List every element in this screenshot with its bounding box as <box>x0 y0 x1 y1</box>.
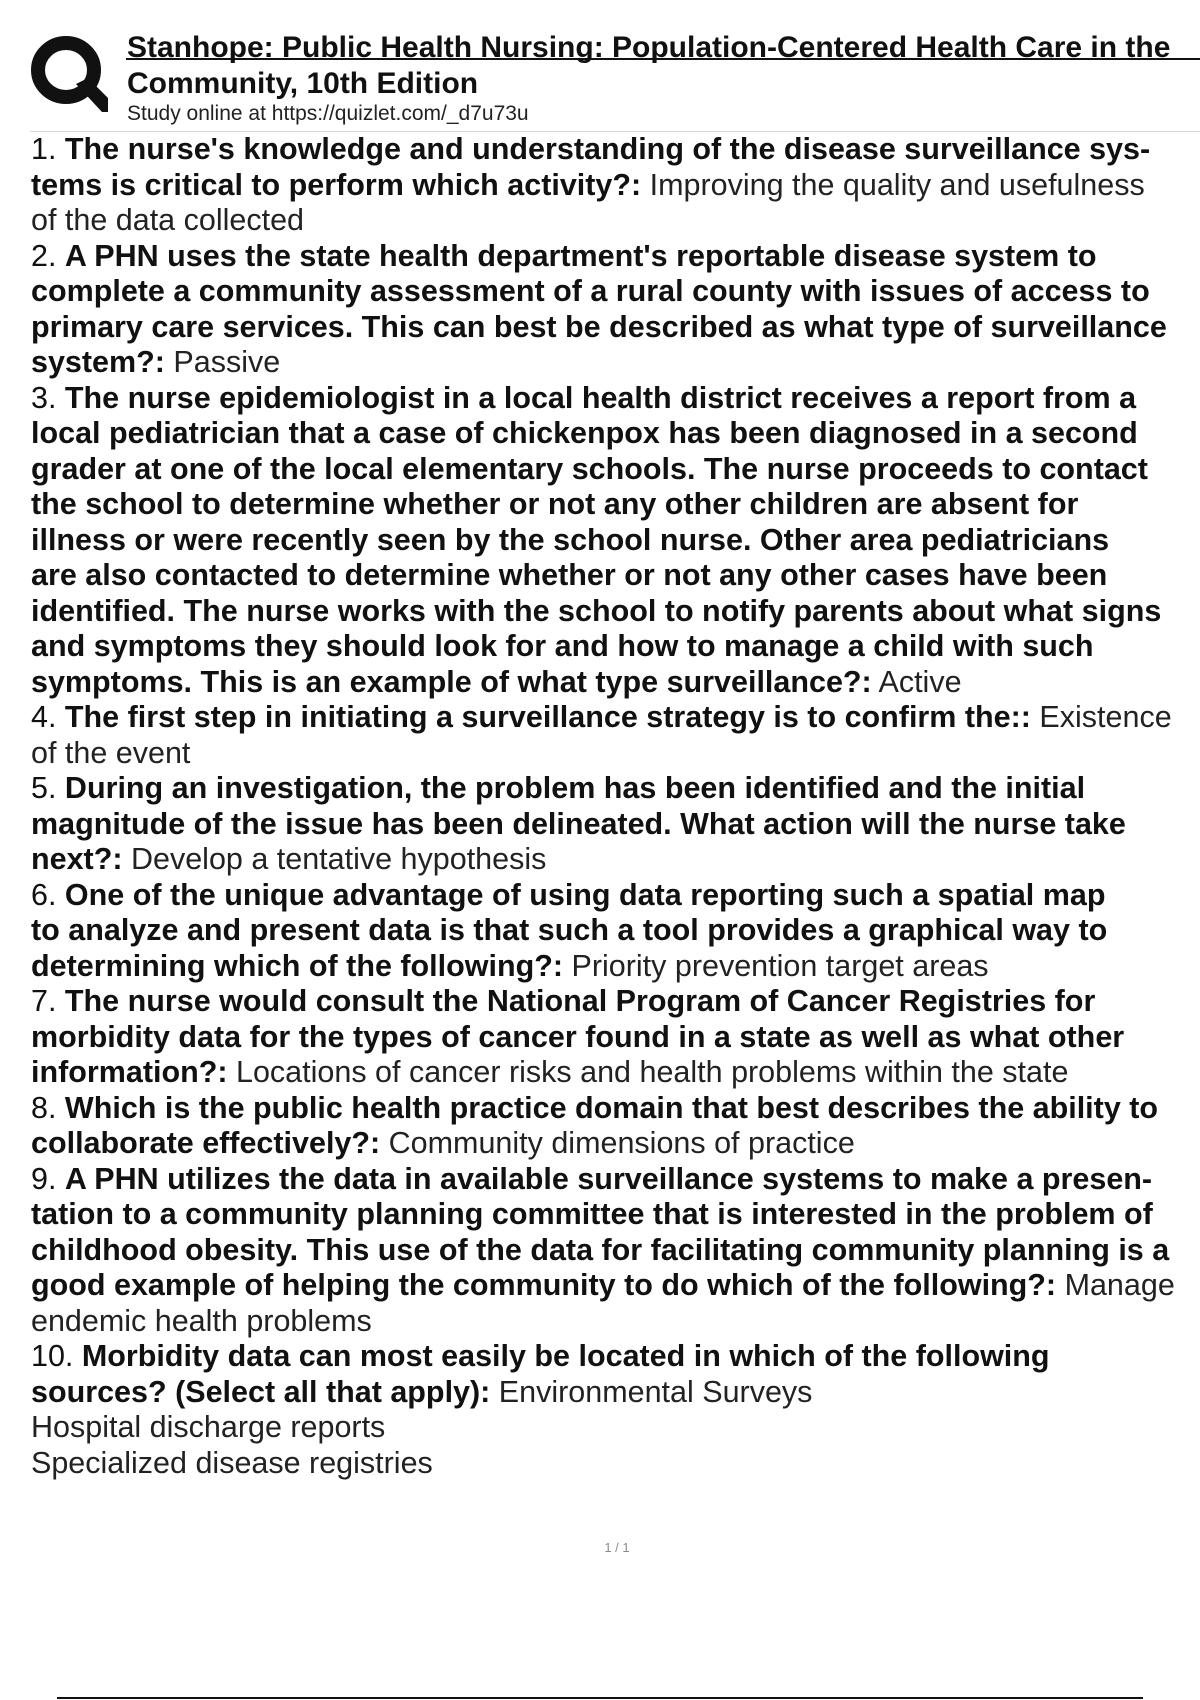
question-line <box>31 558 1200 594</box>
bottom-divider <box>57 1697 1143 1699</box>
question-text: The nurse's knowledge and understanding of the disease surveillance sys- <box>64 132 1151 166</box>
question-number: 8. <box>31 1090 57 1125</box>
answer-text: Existence <box>1030 700 1172 734</box>
question-line <box>31 594 1200 630</box>
question-line <box>31 1375 1200 1411</box>
answer-text: Develop a tentative hypothesis <box>122 842 547 876</box>
answer-text: endemic health problems <box>31 1303 372 1338</box>
question-line <box>31 700 1200 736</box>
question-line <box>31 239 1200 275</box>
question-line <box>31 1268 1200 1304</box>
question-text: The nurse epidemiologist in a local health district receives a report from a <box>64 380 1137 415</box>
title-line-2: Community, 10th Edition <box>127 67 479 100</box>
study-online-prefix: Study online at <box>127 102 266 125</box>
answer-text: Priority prevention target areas <box>563 948 989 983</box>
question-line <box>31 771 1200 807</box>
question-text: A PHN utilizes the data in available surveillance systems to make a presen- <box>64 1161 1153 1196</box>
question-text: During an investigation, the problem has been identified and the initial <box>64 771 1086 805</box>
question-line <box>31 345 1200 381</box>
answer-text: Locations of cancer risks and health problems within the state <box>227 1055 1069 1089</box>
question-text: Which is the public health practice domain that best describes the ability to <box>64 1090 1159 1125</box>
question-line <box>31 203 1200 239</box>
question-text: Morbidity data can most easily be located in which of the following <box>81 1339 1050 1373</box>
question-text: The first step in initiating a surveillance strategy is to confirm the:: <box>64 700 1031 734</box>
question-text: magnitude of the issue has been delineated. What action will the nurse take <box>31 806 1126 841</box>
question-text: One of the unique advantage of using data reporting such a spatial map <box>64 877 1106 912</box>
study-online-link[interactable]: https://quizlet.com/_d7u73u <box>271 102 529 125</box>
question-text: complete a community assessment of a rural county with issues of access to <box>31 274 1150 308</box>
question-text: local pediatrician that a case of chickenpox has been diagnosed in a second <box>31 416 1138 450</box>
question-line <box>31 274 1200 310</box>
answer-text: Manage <box>1056 1268 1175 1302</box>
question-line <box>31 1304 1200 1340</box>
question-text: sources? (Select all that apply): <box>31 1374 491 1409</box>
question-text: The nurse would consult the National Program of Cancer Registries for <box>64 984 1096 1018</box>
title-line-1: Stanhope: Public Health Nursing: Population-Centered Health Care in the <box>127 31 1171 64</box>
study-online-line <box>127 102 529 126</box>
question-line <box>31 1410 1200 1446</box>
question-line <box>31 1126 1200 1162</box>
question-line <box>31 665 1200 701</box>
question-line <box>31 736 1200 772</box>
question-number: 4. <box>31 700 57 734</box>
question-line <box>31 949 1200 985</box>
question-text: identified. The nurse works with the school to notify parents about what signs <box>31 593 1162 628</box>
question-number: 6. <box>31 877 57 912</box>
question-text: determining which of the following?: <box>31 948 564 983</box>
question-line <box>31 878 1200 914</box>
question-line <box>31 1091 1200 1127</box>
question-text: symptoms. This is an example of what type surveillance?: <box>31 664 872 699</box>
question-text: illness or were recently seen by the school nurse. Other area pediatricians <box>31 522 1110 557</box>
question-line <box>31 842 1200 878</box>
answer-text: of the data collected <box>31 203 304 237</box>
question-number: 3. <box>31 380 57 415</box>
document-header <box>0 0 1200 132</box>
answer-text: Passive <box>164 345 281 379</box>
question-text: and symptoms they should look for and how to manage a child with such <box>31 629 1094 663</box>
question-line <box>31 1020 1200 1056</box>
question-line <box>31 132 1200 168</box>
question-text: next?: <box>31 842 123 876</box>
question-line <box>31 452 1200 488</box>
question-line <box>31 1339 1200 1375</box>
question-line <box>31 1055 1200 1091</box>
question-text: primary care services. This can best be described as what type of surveillance <box>31 309 1167 344</box>
question-number: 7. <box>31 984 57 1018</box>
question-line <box>31 984 1200 1020</box>
question-text: tems is critical to perform which activity?: <box>31 167 642 202</box>
question-number: 2. <box>31 238 57 273</box>
question-line <box>31 487 1200 523</box>
page-title <box>127 30 1200 102</box>
question-text: childhood obesity. This use of the data for facilitating community planning is a <box>31 1232 1170 1267</box>
question-text: collaborate effectively?: <box>31 1126 381 1160</box>
question-line <box>31 310 1200 346</box>
quizlet-q-logo-icon <box>30 32 108 114</box>
question-text: information?: <box>31 1055 228 1089</box>
answer-text: Community dimensions of practice <box>380 1126 855 1160</box>
question-line <box>31 629 1200 665</box>
question-text: good example of helping the community to do which of the following?: <box>31 1268 1057 1302</box>
answer-text: Hospital discharge reports <box>31 1410 386 1444</box>
question-text: tation to a community planning committee that is interested in the problem of <box>31 1197 1153 1231</box>
answer-text: of the event <box>31 735 191 770</box>
question-line <box>31 1233 1200 1269</box>
question-number: 9. <box>31 1161 57 1196</box>
question-text: grader at one of the local elementary schools. The nurse proceeds to contact <box>31 451 1148 486</box>
question-text: to analyze and present data is that such a tool provides a graphical way to <box>31 913 1108 947</box>
question-line <box>31 523 1200 559</box>
question-line <box>31 913 1200 949</box>
question-line <box>31 416 1200 452</box>
question-text: are also contacted to determine whether or not any other cases have been <box>31 558 1108 592</box>
answer-text: Improving the quality and usefulness <box>641 167 1145 202</box>
question-number: 10. <box>31 1339 74 1373</box>
question-number: 1. <box>31 132 57 166</box>
answer-text: Active <box>871 664 962 699</box>
page-number: 1 / 1 <box>604 1540 630 1555</box>
question-line <box>31 168 1200 204</box>
question-text: system?: <box>31 345 165 379</box>
question-text: the school to determine whether or not any other children are absent for <box>31 487 1079 521</box>
question-text: morbidity data for the types of cancer found in a state as well as what other <box>31 1019 1125 1054</box>
question-number: 5. <box>31 771 57 805</box>
answer-text: Specialized disease registries <box>31 1445 433 1480</box>
question-line <box>31 381 1200 417</box>
question-line <box>31 1446 1200 1482</box>
question-line <box>31 807 1200 843</box>
question-list <box>31 132 1200 1481</box>
answer-text: Environmental Surveys <box>490 1374 813 1409</box>
question-line <box>31 1162 1200 1198</box>
question-line <box>31 1197 1200 1233</box>
question-text: A PHN uses the state health department's reportable disease system to <box>64 238 1097 273</box>
